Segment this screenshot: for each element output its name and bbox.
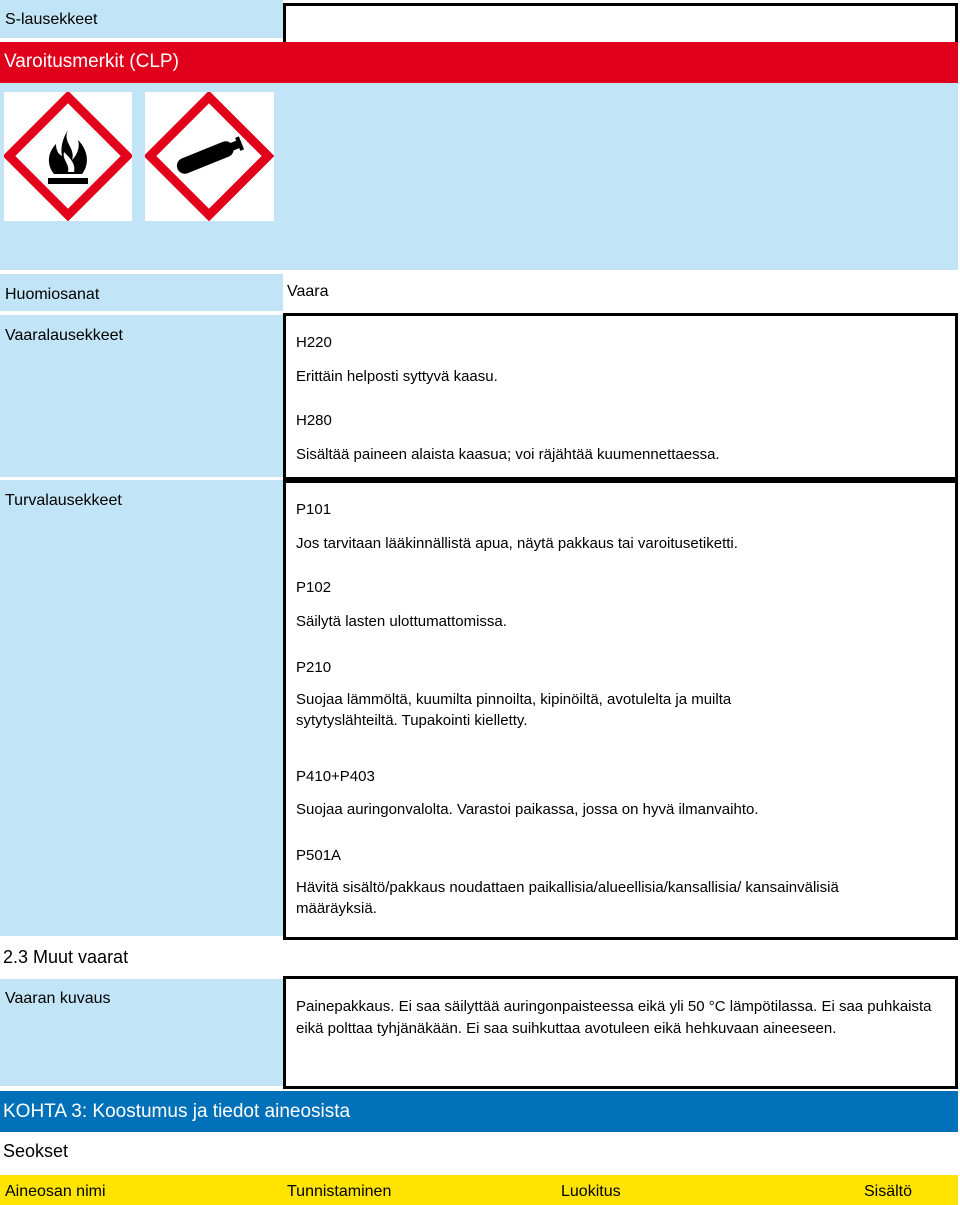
column-header-sisalto: Sisältö [864,1183,913,1200]
precaution-code: P501A [296,847,342,864]
turvalausekkeet-box [283,480,958,940]
gas-cylinder-icon [145,92,274,221]
vaaran-kuvaus-box [283,976,958,1089]
vaaralausekkeet-label-cell [0,315,283,477]
hazard-code: H280 [296,412,332,429]
hazard-text: Sisältää paineen alaista kaasua; voi räjähtää kuumennettaessa. [296,446,720,463]
hazard-text: Erittäin helposti syttyvä kaasu. [296,368,498,385]
seokset-heading: Seokset [3,1141,69,1161]
huomiosanat-label: Huomiosanat [5,286,100,303]
varoitusmerkit-header [0,42,958,83]
precaution-text: Jos tarvitaan lääkinnällistä apua, näytä pakkaus tai varoitusetiketti. [296,535,738,552]
s-lausekkeet-label-cell [0,0,283,38]
precaution-text: Hävitä sisältö/pakkaus noudattaen paikallisia/alueellisia/kansallisia/ kansainvälisiä määräyksiä. [296,879,839,917]
kohta3-header [0,1091,958,1132]
pictogram-area [0,83,958,270]
pictogram-flame [4,92,132,221]
turvalausekkeet-label-cell [0,480,283,936]
huomiosanat-label-cell [0,274,283,311]
precaution-text: Suojaa auringonvalolta. Varastoi paikassa, jossa on hyvä ilmanvaihto. [296,801,759,818]
precaution-code: P410+P403 [296,768,375,785]
huomiosanat-value: Vaara [287,283,329,300]
s-lausekkeet-value-box [283,3,958,43]
kohta3-title: KOHTA 3: Koostumus ja tiedot aineosista [3,1101,351,1122]
turvalausekkeet-label: Turvalausekkeet [5,492,122,509]
vaaran-kuvaus-text: Painepakkaus. Ei saa säilyttää auringonpaisteessa eikä yli 50 °C lämpötilassa. Ei saa puhkaista eikä polttaa tyhjänäkään. Ei saa suihkuttaa avotuleen eikä hehkuvaan aineeseen. [296,998,932,1037]
composition-table-header [0,1175,958,1205]
precaution-code: P102 [296,579,332,596]
vaaran-kuvaus-label-cell [0,979,283,1086]
vaaralausekkeet-label: Vaaralausekkeet [5,327,123,344]
precaution-text: Suojaa lämmöltä, kuumilta pinnoilta, kipinöiltä, avotulelta ja muilta sytytyslähteiltä. Tupakointi kielletty. [296,691,732,729]
precaution-code: P101 [296,501,332,518]
vaaralausekkeet-box [283,313,958,480]
precaution-text: Säilytä lasten ulottumattomissa. [296,613,507,630]
pictogram-gas-cylinder [145,92,274,221]
column-header-luokitus: Luokitus [561,1183,621,1200]
precaution-code: P210 [296,659,332,676]
s-lausekkeet-label: S-lausekkeet [5,11,98,28]
flame-icon [4,92,132,221]
column-header-tunnistaminen: Tunnistaminen [287,1183,392,1200]
muut-vaarat-heading: 2.3 Muut vaarat [3,947,129,967]
column-header-aineosan-nimi: Aineosan nimi [5,1183,106,1200]
hazard-code: H220 [296,334,332,351]
vaaran-kuvaus-label: Vaaran kuvaus [5,990,111,1007]
varoitusmerkit-title: Varoitusmerkit (CLP) [4,51,179,72]
